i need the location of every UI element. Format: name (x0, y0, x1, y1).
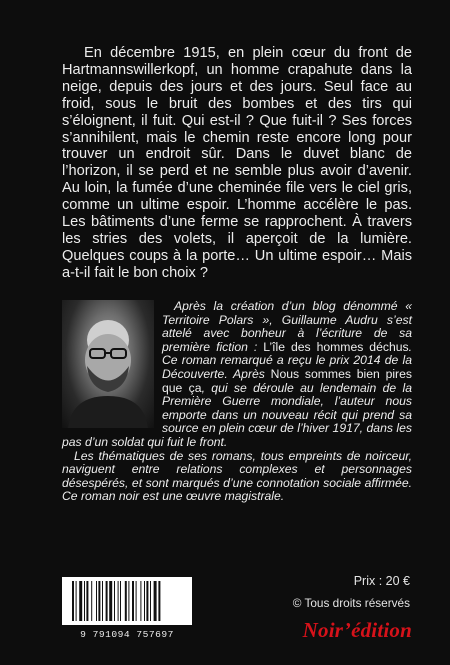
barcode-bar (72, 581, 74, 621)
barcode-bar (125, 581, 127, 621)
barcode-bar (91, 581, 92, 621)
isbn-barcode (62, 577, 192, 625)
barcode-bar (84, 581, 85, 621)
barcode-bar (120, 581, 121, 621)
back-cover-blurb (62, 45, 412, 282)
copyright-notice: © Tous droits réservés (292, 596, 410, 610)
barcode-bar (144, 581, 145, 621)
barcode-bar (136, 581, 137, 621)
book-title: Nous sommes bien pires que ça (162, 366, 412, 395)
barcode-bar (158, 581, 160, 621)
barcode-bar (114, 581, 115, 621)
barcode-bar (98, 581, 100, 621)
author-biography (62, 300, 412, 504)
book-title: L’île des hommes déchus (263, 339, 409, 354)
barcode-bar (140, 581, 141, 621)
bio-text: Après la création d’un blog dénommé « Territoire Polars », Guillaume Audru s’est attelé avec bonheur à l’écriture de sa première fiction : (162, 299, 412, 354)
barcode-bar (154, 581, 157, 621)
barcode-bar (146, 581, 148, 621)
barcode-bar (128, 581, 129, 621)
barcode-bar (150, 581, 151, 621)
barcode-bar (86, 581, 88, 621)
barcode-bar (109, 581, 112, 621)
barcode-bar (79, 581, 82, 621)
barcode-bar (106, 581, 108, 621)
barcode-bar (118, 581, 119, 621)
bio-text: , qui se déroule au lendemain de la Première Guerre mondiale, l’auteur nous emporte dans un nouveau récit qui prend sa source en plein cœur de l’hiver 1917, dans les pas d’un soldat qui fuit le front. (62, 380, 413, 449)
blurb-paragraph: En décembre 1915, en plein cœur du front de Hartmannswillerkopf, un homme crapahute dans la neige, depuis des jours et des jours. Seul face au froid, sous le bruit des bombes et des tirs qui s’éloignent, il fuit. Qui est-il ? Que fuit-il ? Ses forces s’annihilent, mais le chemin reste encore long pour trouver un endroit sûr. Dans le duvet blanc de l’horizon, il se perd et ne semble plus avoir d’avenir. Au loin, la fumée d’une cheminée file vers le ciel gris, comme un ultime espoir. L’homme accélère le pas. Les bâtiments d’une ferme se rapprochent. À travers les stries des volets, il aperçoit de la lumière. Quelques coups à la porte… Un ultime espoir… Mais a-t-il fait le bon choix ? (62, 45, 412, 281)
bio-text: . Ce roman remarqué a reçu le prix 2014 de la Découverte. Après (162, 339, 412, 381)
barcode-bar (102, 581, 103, 621)
barcode-bar (132, 581, 134, 621)
barcode-bar (76, 581, 77, 621)
bio-paragraph: Les thématiques de ses romans, tous empreints de noirceur, naviguent entre relations complexes et personnages désespérés, et sont marqués d’une connotation sociale affirmée. Ce roman noir est une œuvre magistrale. (62, 448, 412, 504)
isbn-number: 9 791094 757697 (80, 629, 174, 640)
publisher-logo: Noir’édition (302, 618, 412, 642)
price-label: Prix : 20 € (353, 574, 410, 588)
barcode-bar (96, 581, 97, 621)
